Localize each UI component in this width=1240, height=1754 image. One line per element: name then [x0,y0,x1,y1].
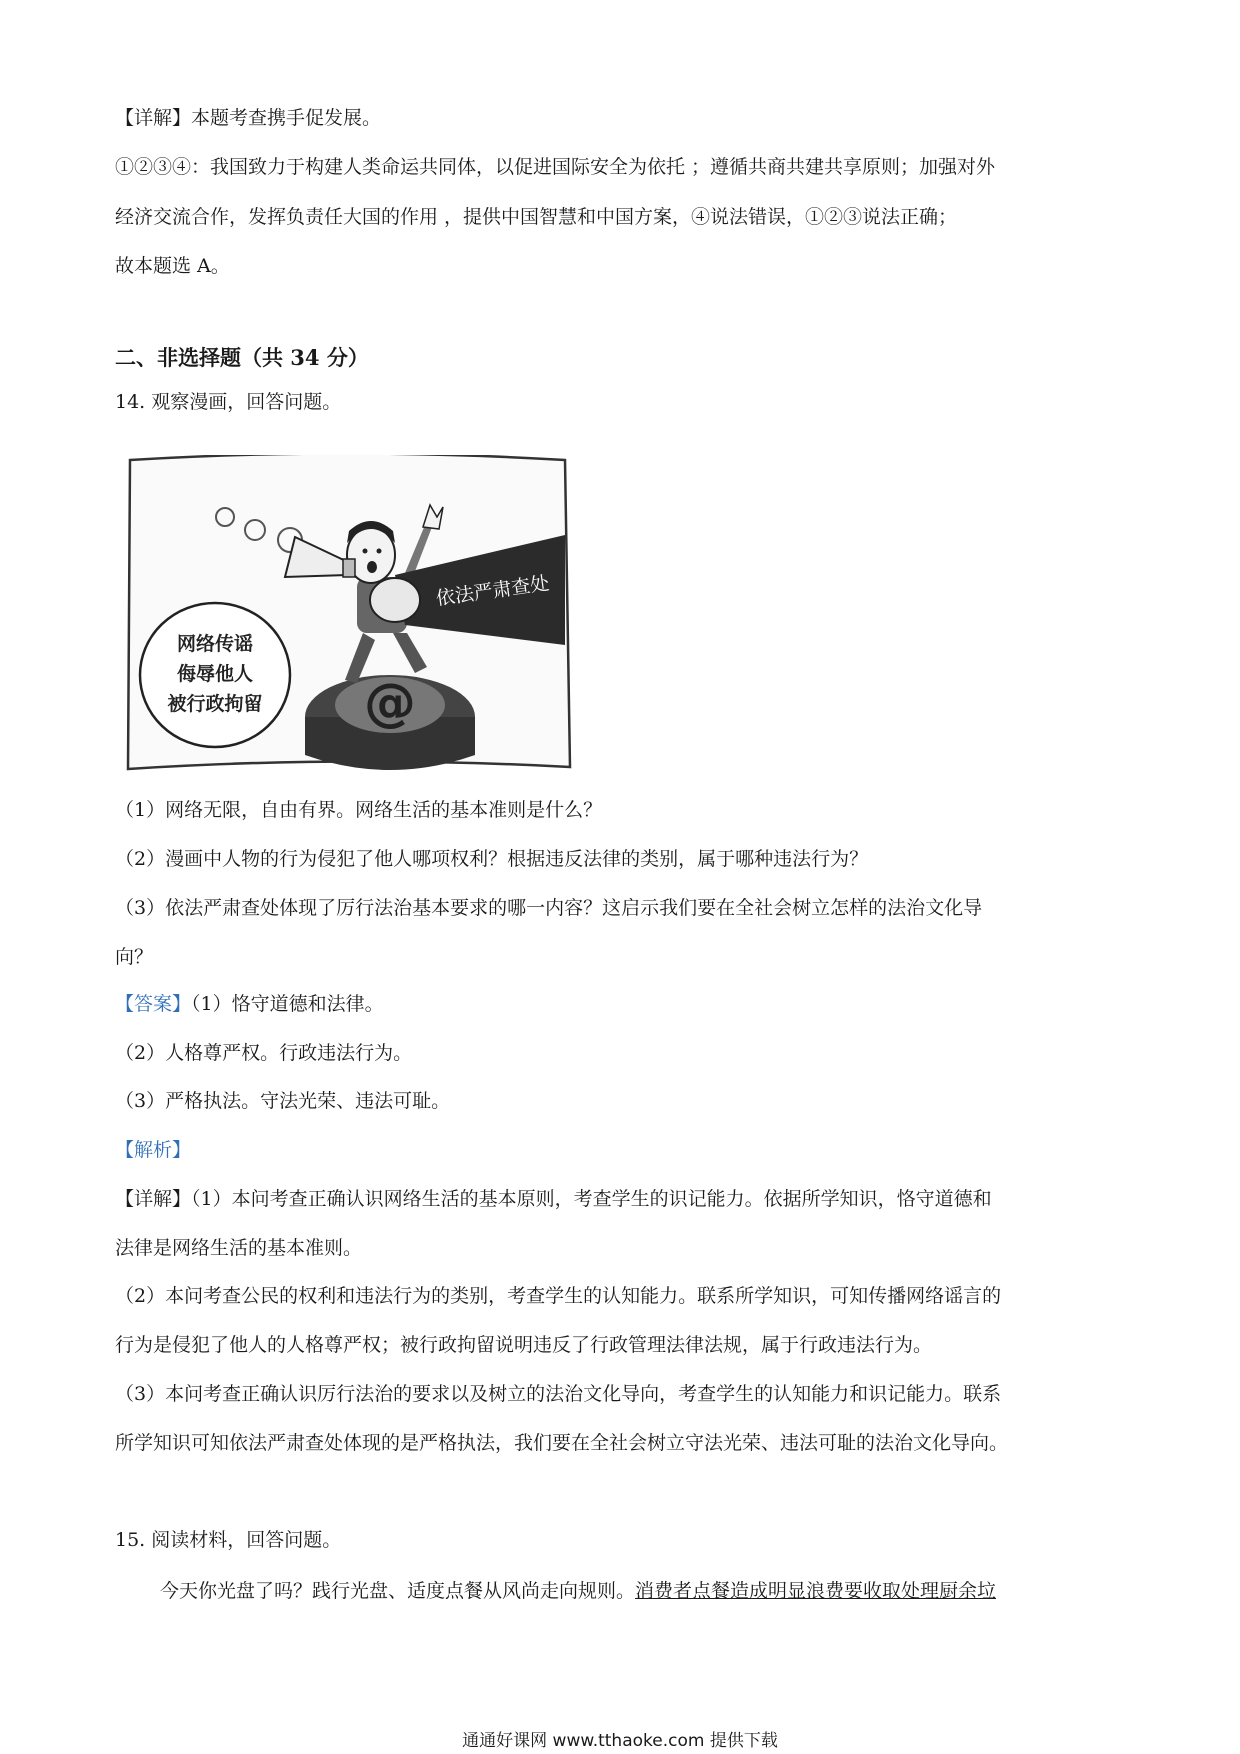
answer2: （2）人格尊严权。行政违法行为。 [115,1042,413,1064]
answer1: （1）恪守道德和法律。 [191,993,384,1015]
q15-material [160,1578,996,1604]
section-2-title: 二、非选择题（共 34 分） [115,345,369,370]
detail-3b: 所学知识可知依法严肃查处体现的是严格执法，我们要在全社会树立守法光荣、违法可耻的法治文化导向。 [115,1432,1009,1454]
bubble-line1: 网络传谣 [176,633,254,655]
detail-1b: 法律是网络生活的基本准则。 [115,1237,363,1259]
answer3: （3）严格执法。守法光荣、违法可耻。 [115,1090,451,1112]
bubble-line2: 侮辱他人 [176,663,254,685]
q14-sub2: （2）漫画中人物的行为侵犯了他人哪项权利？根据违反法律的类别，属于哪种违法行为？ [115,848,869,870]
detail-13-line4: 故本题选 A。 [115,255,230,277]
analysis-label: 【解析】 [115,1139,192,1161]
detail-13-line2: ①②③④：我国致力于构建人类命运共同体，以促进国际安全为依托 ；遵循共商共建共享原则；加强对外 [115,156,996,178]
q14-sub1: （1）网络无限，自由有界。网络生活的基本准则是什么？ [115,799,603,821]
q14-prompt: 14. 观察漫画，回答问题。 [115,391,342,413]
cartoon-illustration [125,455,575,775]
material-plain: 今天你光盘了吗？践行光盘、适度点餐从风尚走向规则。 [160,1580,636,1602]
q14-sub3a: （3）依法严肃查处体现了厉行法治基本要求的哪一内容？这启示我们要在全社会树立怎样的法治文化导 [115,897,983,919]
q15-prompt: 15. 阅读材料，回答问题。 [115,1529,342,1551]
detail-3a: （3）本问考查正确认识厉行法治的要求以及树立的法治文化导向，考查学生的认知能力和识记能力。联系 [115,1383,1002,1405]
page-footer: 通通好课网 www.tthaoke.com 提供下载 [462,1731,778,1751]
sleeve-text: 依法严肃查处 [434,572,551,610]
speech-bubble [140,603,290,747]
detail-13-line3: 经济交流合作，发挥负责任大国的作用 ，提供中国智慧和中国方案，④说法错误，①②③说法正确； [115,206,958,228]
at-sign-pedestal-icon [305,673,475,770]
bubble-line3: 被行政拘留 [167,693,263,715]
q14-sub3b: 向？ [115,946,154,968]
detail-2b: 行为是侵犯了他人的人格尊严权；被行政拘留说明违反了行政管理法律法规，属于行政违法行为。 [115,1334,933,1356]
detail-2a: （2）本问考查公民的权利和违法行为的类别，考查学生的认知能力。联系所学知识，可知传播网络谣言的 [115,1285,1002,1307]
detail-13-line1: 【详解】本题考查携手促发展。 [115,107,382,129]
detail-1a: 【详解】（1）本问考查正确认识网络生活的基本原则，考查学生的识记能力。依据所学知识，恪守道德和 [115,1188,992,1210]
material-underlined: 消费者点餐造成明显浪费要收取处理厨余垃 [635,1580,997,1602]
answer-label: 【答案】 [115,993,192,1015]
answer-line1 [115,991,384,1017]
svg-text:@: @ [364,673,416,733]
